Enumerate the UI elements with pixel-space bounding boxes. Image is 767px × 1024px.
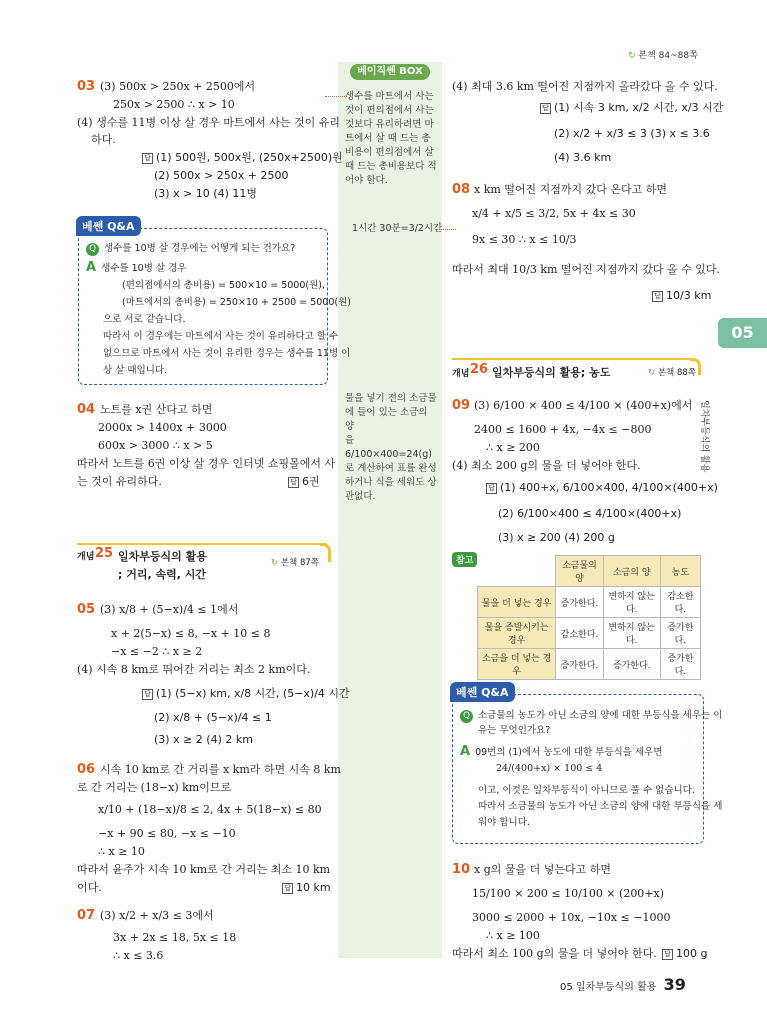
reference-icon: ↻ (628, 51, 636, 61)
pointer-line (436, 229, 456, 230)
answer-icon: 답 (540, 103, 551, 114)
qa2-question: Q 소금물의 농도가 아닌 소금의 양에 대한 부등식을 세우는 이 유는 무엇인가요? (460, 708, 722, 738)
table-row: 물을 증발시키는 경우 감소한다. 변하지 않는다. 증가한다. (478, 618, 701, 649)
chapter-tab-label: 일차부등식의 활용 (699, 400, 709, 473)
qa-tag: 베쎈 Q&A (450, 682, 515, 702)
footer: 05 일차부등식의 활용 39 (560, 975, 686, 994)
answer-a-icon: A (460, 744, 471, 759)
box-note-salt: 물을 넣기 전의 소금물 에 들어 있는 소금의 양 을 6/100×400=24(g) 로 계산하여 표를 완성 하거나 식을 세워도 상 관없다. (345, 393, 437, 502)
answer-icon: 답 (288, 477, 299, 488)
table-row: 물을 더 넣는 경우 증가한다. 변하지 않는다. 감소한다. (478, 587, 701, 618)
ref-tag: 참고 (452, 552, 477, 567)
problem-number: 09 (452, 398, 471, 413)
qa1-question: Q 생수를 10병 살 경우에는 어떻게 되는 건가요? (86, 240, 295, 256)
problem-number: 03 (77, 79, 96, 94)
qa-tag: 베쎈 Q&A (76, 216, 141, 236)
box-title: 베이직쎈 BOX (350, 64, 430, 80)
basic-box-column (338, 62, 442, 958)
box-note-water: 생수를 마트에서 사는 것이 편의점에서 사는 것보다 유리하려면 마 트에서 살 때 드는 총 비용이 편의점에서 살 때 드는 총비용보다 적 어야 한다. (345, 91, 437, 186)
qa1-answer: A 생수를 10병 살 경우 (편의점에서의 총비용) = 500×10 = 5000(원), (마트에서의 총비용) = 250×10 + 2500 = 5000(원) 으로 서로 같습니다. 따라서 이 경우에는 마트에서 사는 것이 유리하다고 할 수 없으므로 마트에서 사는 것이 유리한 경우는 생수를 11병 이 상 살 때입니다. (86, 260, 351, 376)
answer-icon: 답 (652, 291, 663, 302)
problem-number: 10 (452, 862, 471, 877)
box-note-time: 1시간 30분=3/2시간 (352, 223, 443, 234)
problem-number: 07 (77, 908, 96, 923)
pointer-line (325, 96, 347, 97)
answer-icon: 답 (662, 949, 673, 960)
problem-number: 05 (77, 602, 96, 617)
answer-icon: 답 (142, 689, 153, 700)
header-ref: ↻ 본책 84~88쪽 (628, 51, 698, 61)
problem-number: 06 (77, 762, 96, 777)
qa2-answer: A 09번의 (1)에서 농도에 대한 부등식을 세우면 24/(400+x) × 100 ≤ 4 이고, 이것은 일차부등식이 아니므로 풀 수 없습니다. 따라서 소금물의 농도가 아닌 소금의 양에 대한 부등식을 세 워야 합니다. (460, 744, 723, 828)
answer-icon: 답 (486, 483, 497, 494)
problem-number: 04 (77, 402, 96, 417)
answer-icon: 답 (282, 883, 293, 894)
reference-icon: ↻ (648, 368, 656, 378)
table-row: 소금을 더 넣는 경우 증가한다. 증가한다. 증가한다. (478, 649, 701, 680)
question-icon: Q (460, 710, 473, 723)
reference-icon: ↻ (271, 558, 279, 568)
reference-table: 소금물의 양 소금의 양 농도 물을 더 넣는 경우 증가한다. 변하지 않는다. 감소한다. 물을 증발시키는 경우 감소한다. 변하지 않는다. 증가한다. 소금을 더 넣는 경우 증가한다. 증가한다. 증가한다. (477, 555, 701, 680)
answer-icon: 답 (142, 153, 153, 164)
answer-a-icon: A (86, 260, 97, 275)
chapter-tab: 05 (718, 318, 767, 348)
question-icon: Q (86, 243, 99, 256)
problem-number: 08 (452, 182, 471, 197)
